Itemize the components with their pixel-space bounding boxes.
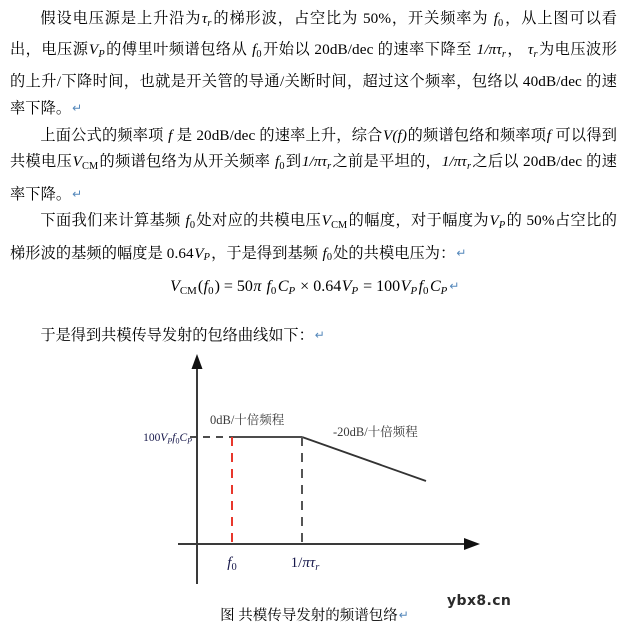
eq-pi: π [253,278,262,295]
symbol-f0-1: f0 [493,10,504,29]
eq-Vcm: VCM [170,278,197,298]
symbol-Vp-1: $V_P$ [88,41,105,61]
symbol-one-over-pi-tau-2: $1/\pi\tau_r$ [301,153,332,173]
symbol-tau-r-2: $\tau_r$ [527,41,538,61]
symbol-V-of-f: V(f) [383,126,408,144]
p3-text-f: 处的共模电压为： [333,244,456,262]
eq-equals-1: = [223,278,233,295]
paragraph-1 [10,6,617,123]
symbol-Vcm-2: VCM [321,212,348,232]
site-watermark-text: ybx8.cn [447,593,512,609]
symbol-f0-5: f0 [322,244,333,264]
paragraph-2 [10,123,617,208]
p2-text-b: 是 20dB/dec 的速率上升，综合 [176,126,383,144]
spectrum-envelope-chart [0,352,629,584]
symbol-Vp-3: $V_P$ [194,244,211,264]
p1-text-a: 假设电压源是上升沿为 [40,10,202,27]
figure-caption-text: 图 共模传导发射的频谱包络 [220,608,398,624]
p3-text-c: 的幅度，对于幅度为 [348,212,490,230]
eq-Vp-2: $V_P$ [400,278,418,298]
paragraph-3 [10,208,617,272]
figure-lead-paragraph-mark: ↵ [314,328,325,342]
p3-text-e: ，于是得到基频 [211,244,319,262]
eq-0-64: 0.64 [313,278,342,295]
symbol-one-over-pi-tau-3: $1/\pi\tau_r$ [441,153,472,173]
figure-lead-in [0,322,629,350]
equation-paragraph-mark: ↵ [449,279,460,293]
symbol-f0-4: f0 [185,212,196,232]
eq-f0-3: f0 [418,278,429,298]
p1-text-c: ，从上图可以看出，电压源 [10,10,618,59]
x-axis-tick-label-corner-frequency: $1/\pi\tau_r$ [290,555,320,573]
annotation-plateau-slope: 0dB/十倍频程 [210,413,285,427]
eq-paren-open: ( [197,278,204,295]
p1-text-e: 开始以 20dB/dec 的速率下降至 [262,41,472,59]
y-axis-arrow-icon [192,354,203,369]
caption-paragraph-mark: ↵ [398,608,409,622]
eq-equals-2: = [363,278,373,295]
x-axis-arrow-icon [464,538,480,550]
p3-text-a: 下面我们来计算基频 [40,212,181,230]
eq-fifty: 50 [236,278,253,295]
eq-hundred: 100 [376,278,401,295]
symbol-f-2: f [546,126,552,144]
p2-text-d: 可以得到共模电压 [10,126,618,171]
p2-text-g: 到 [285,153,302,171]
annotation-rolloff-slope: -20dB/十倍频程 [333,425,418,439]
eq-times: × [300,278,310,295]
p3-text-b: 处对应的共模电压 [196,212,322,230]
symbol-f0-2: f0 [252,41,262,61]
symbol-Vp-2: $V_P$ [489,212,506,232]
symbol-tau-r: $\tau_r$ [201,10,212,29]
p2-text-e: 的频谱包络为从开关频率 [99,153,271,171]
figure-caption [0,604,629,625]
equation-content [170,278,460,297]
eq-Cp-2: $C_P$ [429,278,448,298]
paragraph-mark-1: ↵ [72,101,83,116]
site-watermark [447,593,511,609]
display-equation [0,278,629,297]
eq-f0-arg: f0 [203,278,214,298]
p2-text-a: 上面公式的频率项 [40,126,164,144]
symbol-Vcm-1: VCM [72,153,99,173]
x-axis-tick-label-f0: $f_0$ [227,555,237,573]
paragraph-mark-2: ↵ [72,186,83,201]
p1-text-f2: ， [507,41,524,59]
envelope-rolloff-segment [302,437,426,481]
eq-Cp-1: $C_P$ [277,278,296,298]
p1-text-d: 的傅里叶频谱包络从 [105,41,248,59]
symbol-one-over-pi-tau-1: $1/\pi\tau_r$ [476,41,507,61]
p3-text-d: 的 50%占空比的梯形波的基频的幅度是 0.64 [10,212,617,262]
paragraph-mark-3: ↵ [456,245,467,260]
eq-paren-close: ) [214,278,220,295]
p1-text-g: 为电压波形的上升/下降时间，也就是开关管的导通/关断时间，超过这个频率，包络以 40dB/dec 的速率下降。 [10,41,618,118]
symbol-f0-3: f0 [274,153,285,173]
p2-text-i: 之后以 20dB/dec 的速率下降。 [10,153,617,203]
document-body [0,0,629,272]
p2-text-c: 的频谱包络和频率项 [407,126,547,144]
figure-lead-text: 于是得到共模传导发射的包络曲线如下： [40,327,314,344]
symbol-f-1: f [168,126,173,144]
eq-Vp-1: $V_P$ [341,278,359,298]
p1-text-b: 的梯形波，占空比为 50%，开关频率为 [212,10,489,27]
eq-f0-2: f0 [266,278,277,298]
y-axis-tick-label: $100V_Pf_0C_P$ [143,432,192,446]
p2-text-h: 之前是平坦的， [332,153,442,171]
